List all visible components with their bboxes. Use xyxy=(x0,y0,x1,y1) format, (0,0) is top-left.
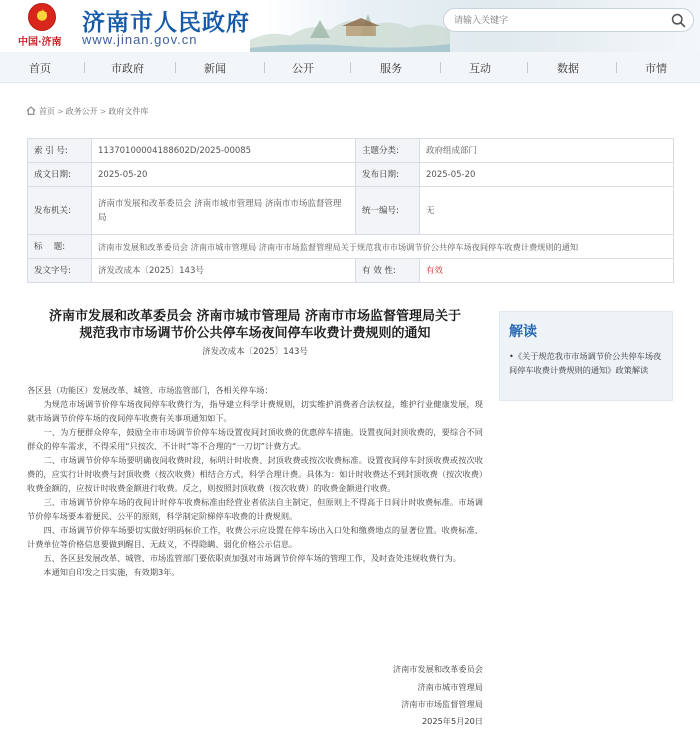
breadcrumb-open[interactable]: 政务公开 xyxy=(65,107,98,116)
meta-label-published: 发布日期: xyxy=(356,163,420,187)
article-paragraph: 为规范市场调节价停车场夜间停车收费行为，指导建立科学计费规则，切实维护消费者合法权益，维护行业健康发展，现就市场调节价停车场的夜间停车收费有关事项通知如下。 xyxy=(27,399,483,423)
meta-label-index: 索 引 号: xyxy=(28,139,92,163)
article-paragraph: 三、市场调节价停车场的夜间计时停车收费标准由经营业者依法自主制定，但原则上不得高于日间计时收费标准。市场调节价停车场要本着便民、公平的原则，科学制定阶梯停车收费的计费规则。 xyxy=(27,497,483,521)
article-body xyxy=(27,383,483,579)
nav-separator xyxy=(84,62,85,73)
signature-ndrc: 济南市发展和改革委员会 xyxy=(392,664,483,674)
article-paragraph: 各区县（功能区）发展改革、城管、市场监管部门，各相关停车场： xyxy=(27,385,273,395)
breadcrumb-doc-library[interactable]: 政府文件库 xyxy=(108,107,149,116)
article xyxy=(27,308,483,726)
national-emblem-icon: ★ xyxy=(28,3,56,31)
signature-market-supervision: 济南市市场监督管理局 xyxy=(401,699,483,709)
meta-label-validity: 有 效 性: xyxy=(356,259,420,283)
meta-title: 济南市发展和改革委员会 济南市城市管理局 济南市市场监督管理局关于规范我市市场调节价公共停车场夜间停车收费计费规则的通知 xyxy=(92,235,674,259)
meta-index-no: 11370100004188602D/2025-00085 xyxy=(92,139,356,163)
nav-separator xyxy=(527,62,528,73)
nav-item-data[interactable]: 数据 xyxy=(557,62,579,75)
interpretation-title: 解读 xyxy=(509,324,537,340)
nav-item-city-info[interactable]: 市情 xyxy=(645,62,667,75)
main-nav xyxy=(0,52,700,83)
search-icon[interactable] xyxy=(670,12,687,29)
nav-item-services[interactable]: 服务 xyxy=(380,62,402,75)
article-paragraph: 二、市场调节价停车场要明确夜间收费时段，标明计时收费、封顶收费或按次收费标准。设置夜间停车封顶收费或按次收费的，应实行计时收费与封顶收费（按次收费）相结合方式，科学合理计费。具体为：如计时收费达不到封顶收费（按次收费）收费金额的，应按计时收费金额进行收费。反之，则按照封顶收费（按次收费）的收费金额进行收费。 xyxy=(27,455,483,493)
search-box[interactable] xyxy=(443,8,694,32)
meta-doc-no: 济发改成本〔2025〕143号 xyxy=(92,259,356,283)
interpretation-link[interactable]: •《关于规范我市市场调节价公共停车场夜间停车收费计费规则的通知》政策解读 xyxy=(509,351,662,375)
site-url[interactable]: www.jinan.gov.cn xyxy=(82,32,198,47)
site-title[interactable]: 济南市人民政府 xyxy=(82,9,250,36)
meta-published-date: 2025-05-20 xyxy=(420,163,674,187)
meta-issuer: 济南市发展和改革委员会 济南市城市管理局 济南市市场监督管理局 xyxy=(92,187,356,235)
nav-separator xyxy=(264,62,265,73)
region-label: 中国·济南 xyxy=(18,37,62,48)
article-paragraph: 四、市场调节价停车场要切实做好明码标价工作，收费公示应设置在停车场出入口处和缴费地点的显著位置。收费标准、计费单位等价格信息要做到醒目、无歧义，不得隐瞒、弱化价格公示信息。 xyxy=(27,525,483,549)
nav-item-interaction[interactable]: 互动 xyxy=(469,62,491,75)
meta-created-date: 2025-05-20 xyxy=(92,163,356,187)
nav-item-open[interactable]: 公开 xyxy=(292,62,314,75)
meta-label-issuer: 发布机关: xyxy=(28,187,92,235)
article-title-line2: 规范我市市场调节价公共停车场夜间停车收费计费规则的通知 xyxy=(79,326,431,341)
meta-validity: 有效 xyxy=(420,259,674,283)
nav-separator xyxy=(350,62,351,73)
meta-category: 政府组成部门 xyxy=(420,139,674,163)
search-input[interactable] xyxy=(454,12,654,29)
meta-label-created: 成文日期: xyxy=(28,163,92,187)
article-paragraph: 一、为方便群众停车，鼓励全市市场调节价停车场设置夜间封顶收费的优惠停车措施。设置夜间封顶收费的，要综合不同群众的停车需求，不得采用“只按次、不计时”等不合理的“一刀切”计费方式。 xyxy=(27,427,483,451)
signature-date: 2025年5月20日 xyxy=(421,716,483,726)
nav-item-government[interactable]: 市政府 xyxy=(111,62,144,75)
meta-label-unified-no: 统一编号: xyxy=(356,187,420,235)
document-meta-table xyxy=(27,138,674,283)
breadcrumb-home[interactable]: 首页 xyxy=(39,107,55,116)
breadcrumb: 首页 > 政务公开 > 政府文件库 xyxy=(26,106,148,117)
city-scenery-banner xyxy=(250,0,450,52)
signature-urban-management: 济南市城市管理局 xyxy=(417,682,483,692)
meta-label-category: 主题分类: xyxy=(356,139,420,163)
nav-separator xyxy=(616,62,617,73)
nav-item-news[interactable]: 新闻 xyxy=(204,62,226,75)
meta-label-title: 标 题: xyxy=(28,235,92,259)
article-paragraph: 五、各区县发展改革、城管、市场监管部门要依职责加强对市场调节价停车场的管理工作，及时查处违规收费行为。 xyxy=(27,553,461,563)
meta-label-doc-no: 发文字号: xyxy=(28,259,92,283)
article-title-line1: 济南市发展和改革委员会 济南市城市管理局 济南市市场监督管理局关于 xyxy=(48,309,462,324)
home-icon xyxy=(26,106,36,115)
article-paragraph: 本通知自印发之日实施，有效期3年。 xyxy=(27,567,180,577)
article-doc-no: 济发改成本〔2025〕143号 xyxy=(202,347,308,357)
interpretation-panel xyxy=(499,311,673,401)
site-header xyxy=(0,0,700,52)
meta-unified-no: 无 xyxy=(420,187,674,235)
nav-item-home[interactable]: 首页 xyxy=(29,62,51,75)
nav-separator xyxy=(175,62,176,73)
nav-separator xyxy=(440,62,441,73)
